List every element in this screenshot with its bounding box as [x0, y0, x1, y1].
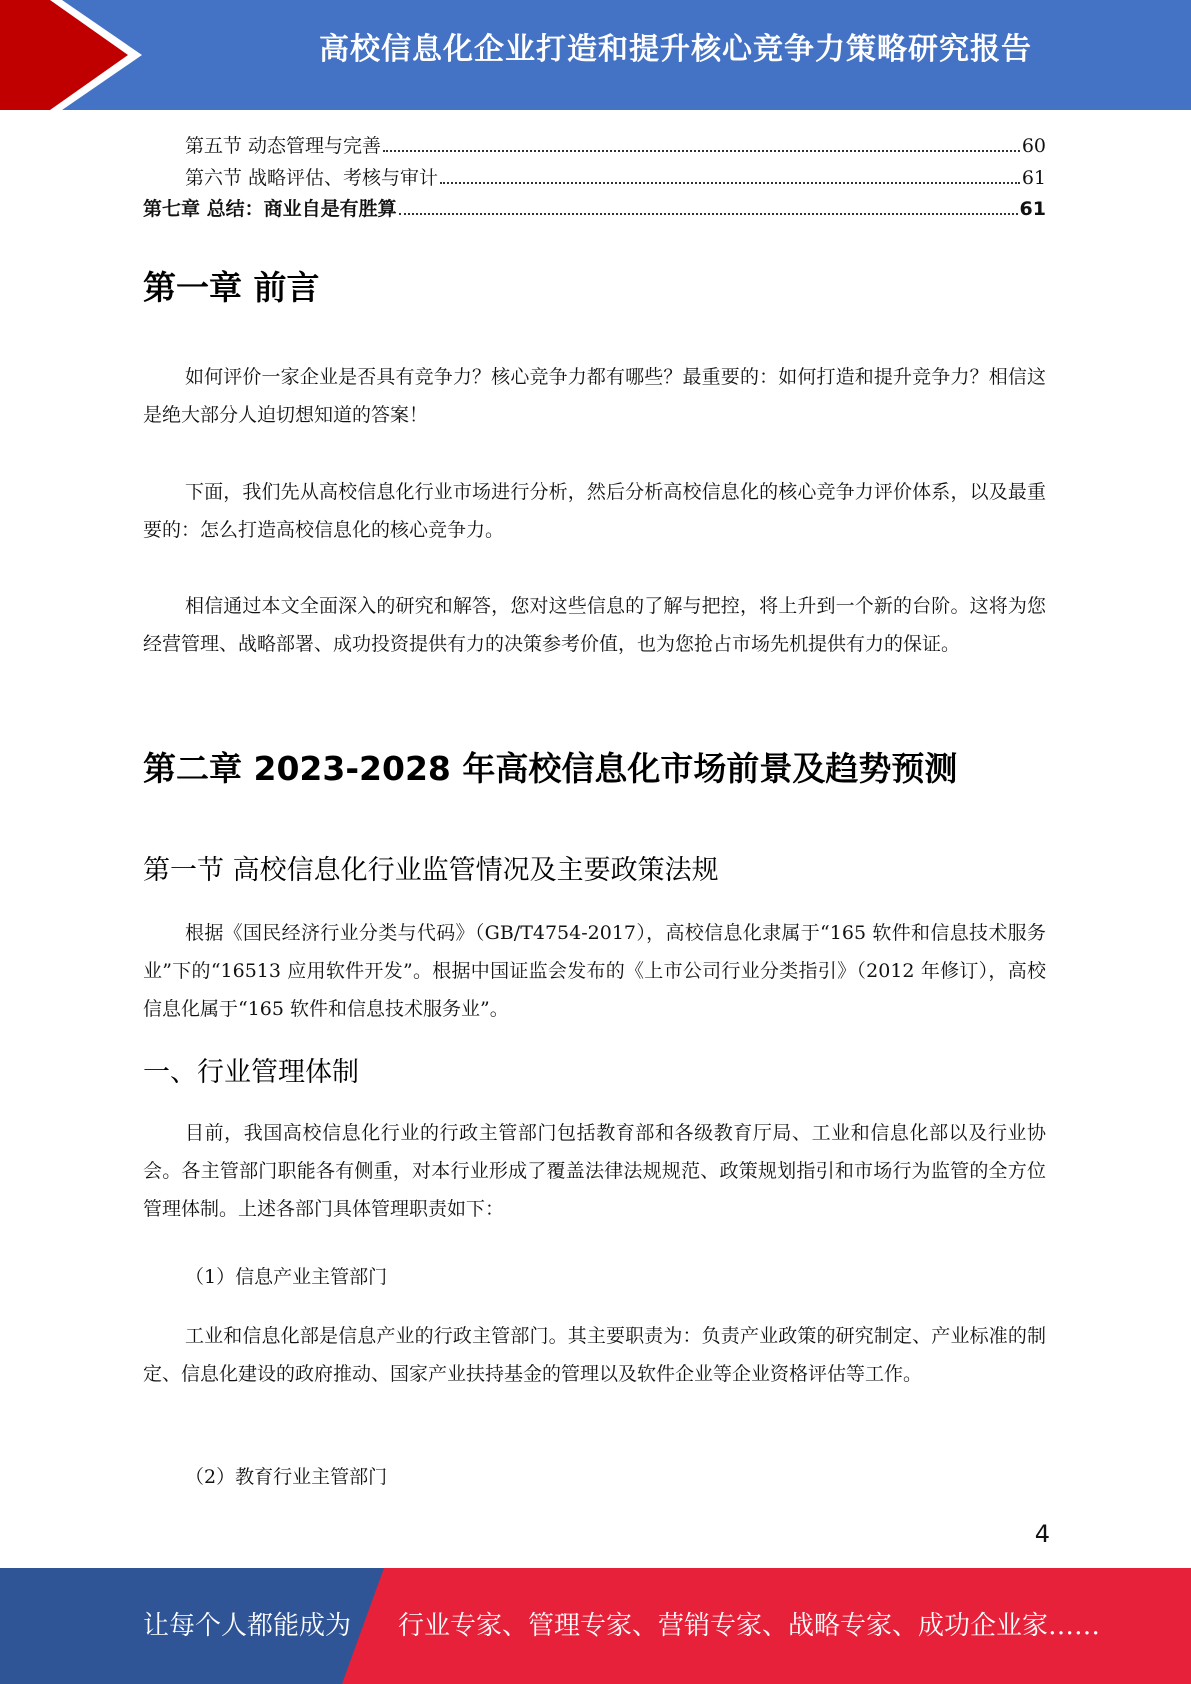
toc-entry[interactable]	[143, 131, 1046, 158]
footer-slogan-right: 行业专家、管理专家、营销专家、战略专家、成功企业家……	[398, 1611, 1101, 1641]
chapter-1-heading: 第一章 前言	[143, 268, 320, 307]
toc-entry[interactable]	[143, 163, 1046, 190]
chapter-1-paragraph: 相信通过本文全面深入的研究和解答，您对这些信息的了解与把控，将上升到一个新的台阶。这将为您经营管理、战略部署、成功投资提供有力的决策参考价值，也为您抢占市场先机提供有力的保证。	[143, 595, 1046, 655]
subsection-heading: 一、行业管理体制	[143, 1057, 359, 1088]
toc-entry-text: 第六节 战略评估、考核与审计	[185, 167, 439, 189]
section-heading: 第一节 高校信息化行业监管情况及主要政策法规	[143, 855, 719, 886]
toc-leader-dots	[440, 182, 1020, 184]
toc-entry-chapter[interactable]	[143, 194, 1046, 221]
subsection-paragraph: 目前，我国高校信息化行业的行政主管部门包括教育部和各级教育厅局、工业和信息化部以及行业协会。各主管部门职能各有侧重，对本行业形成了覆盖法律法规规范、政策规划指引和市场行为监管的全方位管理体制。上述各部门具体管理职责如下：	[143, 1122, 1046, 1220]
chapter-1-paragraph: 如何评价一家企业是否具有竞争力？核心竞争力都有哪些？最重要的：如何打造和提升竞争力？相信这是绝大部分人迫切想知道的答案！	[143, 366, 1046, 426]
toc-entry-text: 第七章 总结：商业自是有胜算	[143, 198, 397, 220]
list-item-paragraph: 工业和信息化部是信息产业的行政主管部门。其主要职责为：负责产业政策的研究制定、产业标准的制定、信息化建设的政府推动、国家产业扶持基金的管理以及软件企业等企业资格评估等工作。	[143, 1325, 1046, 1385]
toc-leader-dots	[383, 150, 1020, 152]
toc-entry-page: 60	[1021, 135, 1046, 157]
footer-slogan-left: 让每个人都能成为	[143, 1611, 352, 1641]
page-number: 4	[1034, 1520, 1050, 1548]
page-header	[0, 0, 1191, 110]
list-item-label: （1）信息产业主管部门	[185, 1266, 388, 1288]
page-footer	[0, 1568, 1191, 1684]
toc-entry-page: 61	[1019, 198, 1046, 220]
toc-entry-text: 第五节 动态管理与完善	[185, 135, 382, 157]
header-arrow-decoration	[0, 0, 150, 110]
section-paragraph: 根据《国民经济行业分类与代码》（GB/T4754-2017），高校信息化隶属于“165 软件和信息技术服务业”下的“16513 应用软件开发”。根据中国证监会发布的《上市公司行业分类指引》（2012 年修订），高校信息化属于“165 软件和信息技术服务业”。	[143, 922, 1046, 1020]
chapter-2-heading: 第二章 2023-2028 年高校信息化市场前景及趋势预测	[143, 749, 958, 788]
toc-entry-page: 61	[1021, 167, 1046, 189]
header-title: 高校信息化企业打造和提升核心竞争力策略研究报告	[319, 32, 1032, 67]
toc-leader-dots	[399, 213, 1018, 215]
chapter-1-paragraph: 下面，我们先从高校信息化行业市场进行分析，然后分析高校信息化的核心竞争力评价体系，以及最重要的：怎么打造高校信息化的核心竞争力。	[143, 481, 1046, 541]
list-item-label: （2）教育行业主管部门	[185, 1466, 388, 1488]
